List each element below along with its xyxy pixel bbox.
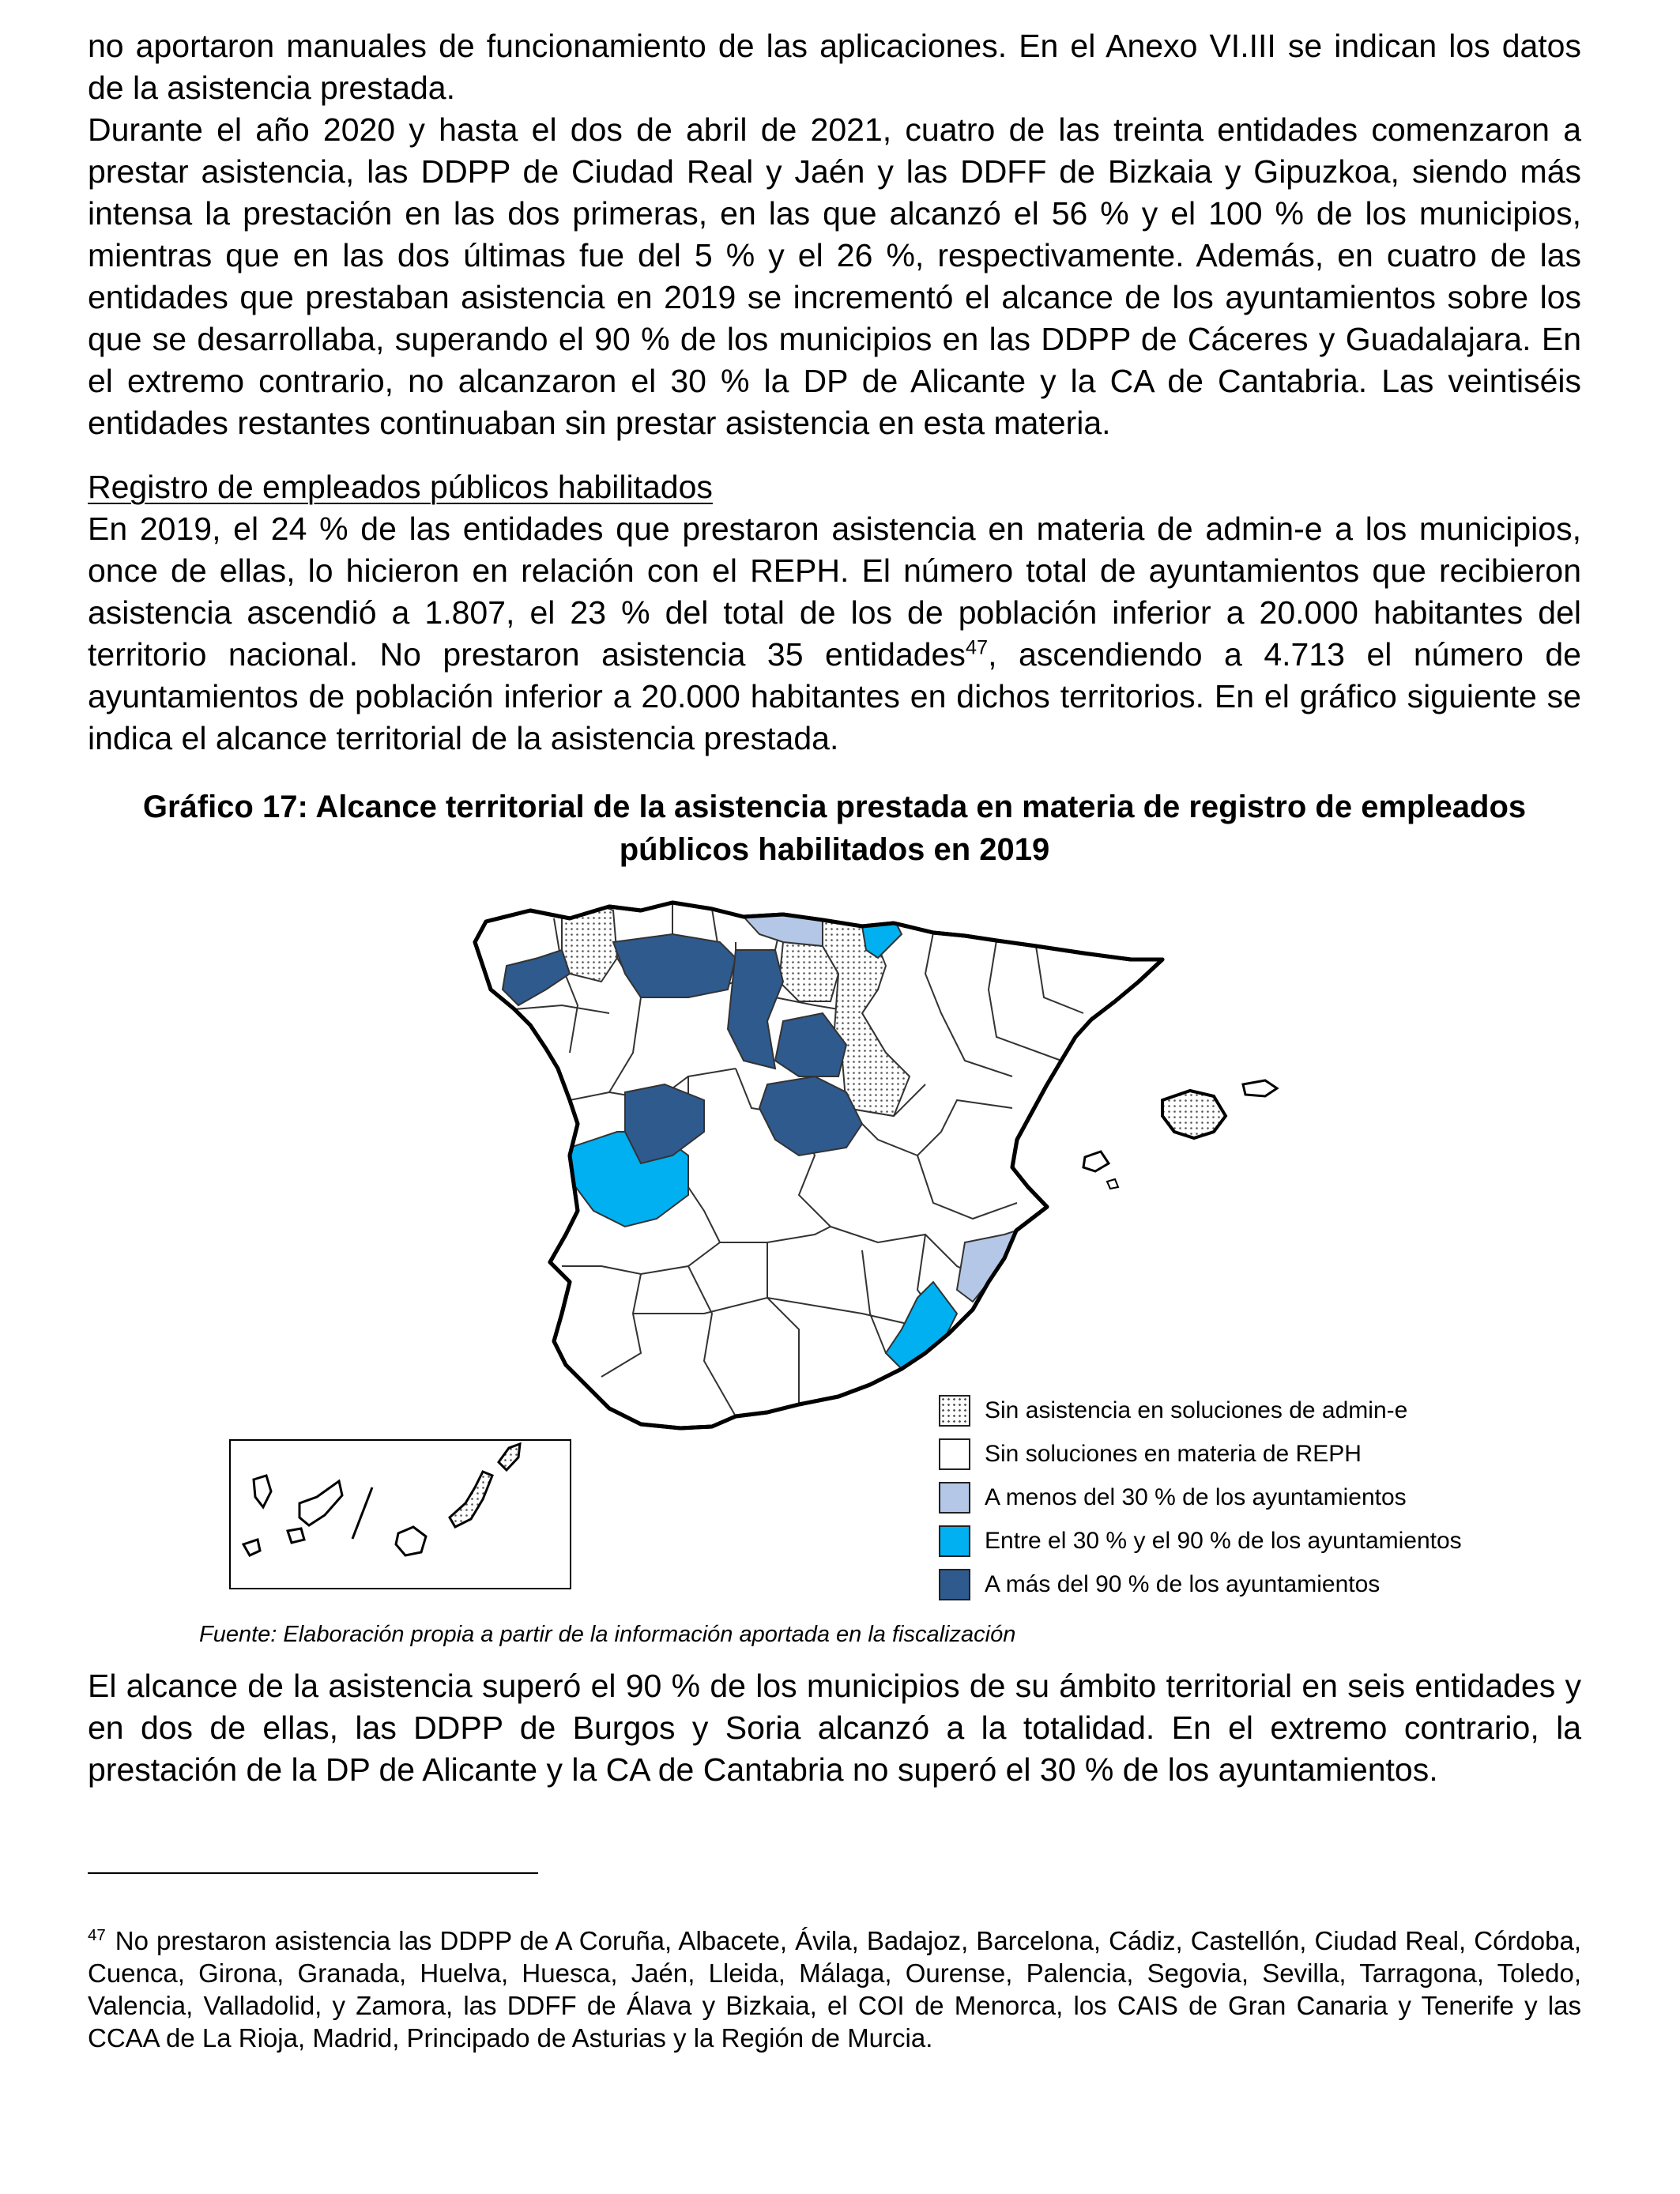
island-mallorca xyxy=(1162,1091,1226,1138)
paragraph-2019-text-b: , ascendiendo a 4.713 el número de ayuntamientos de población inferior a 20.000 habitantes en dichos territorios. En el gráfico siguiente se indica el alcance territorial de la asistencia prestada. xyxy=(88,636,1581,756)
legend-swatch-light-blue xyxy=(939,1482,970,1514)
canary-islands-inset xyxy=(230,1440,571,1589)
paragraph-intro: no aportaron manuales de funcionamiento de las aplicaciones. En el Anexo VI.III se indican los datos de la asistencia prestada. xyxy=(88,28,1581,106)
canary-inset-frame xyxy=(230,1440,571,1589)
balearic-islands xyxy=(1083,1080,1277,1189)
paragraph-2019-text-a: En 2019, el 24 % de las entidades que prestaron asistencia en materia de admin-e a los municipios, once de ellas, lo hicieron en relación con el REPH. El número total de ayuntamientos que recibieron asistencia ascendió a 1.807, el 23 % del total de los de población inferior a 20.000 habitantes del territorio nacional. No prestaron asistencia 35 entidades xyxy=(88,511,1581,673)
legend-item-no-reph xyxy=(939,1432,1462,1476)
island-menorca xyxy=(1243,1080,1277,1096)
footnote-separator xyxy=(88,1872,538,1874)
footnote-text: No prestaron asistencia las DDPP de A Coruña, Albacete, Ávila, Badajoz, Barcelona, Cádiz, Castellón, Ciudad Real, Córdoba, Cuenca, Girona, Granada, Huelva, Huesca, Jaén, Lleida, Málaga, Ourense, Palencia, Segovia, Sevilla, Tarragona, Toledo, Valencia, Valladolid, y Zamora, las DDFF de Álava y Bizkaia, el COI de Menorca, los CAIS de Gran Canaria y Tenerife y las CCAA de La Rioja, Madrid, Principado de Asturias y la Región de Murcia. xyxy=(88,1926,1581,2053)
paragraph-2019-reph xyxy=(88,508,1581,760)
paragraph-conclusion: El alcance de la asistencia superó el 90 % de los municipios de su ámbito territorial en seis entidades y en dos de ellas, las DDPP de Burgos y Soria alcanzó a la totalidad. En el extremo contrario, la prestación de la DP de Alicante y la CA de Cantabria no superó el 30 % de los ayuntamientos. xyxy=(88,1668,1581,1788)
map-legend xyxy=(939,1389,1462,1606)
legend-label: Sin soluciones en materia de REPH xyxy=(985,1440,1362,1467)
document-page xyxy=(88,25,1581,2080)
legend-item-no-assistance xyxy=(939,1389,1462,1432)
legend-label: A más del 90 % de los ayuntamientos xyxy=(985,1570,1381,1597)
section-heading: Registro de empleados públicos habilitados xyxy=(88,469,713,505)
map-figure xyxy=(88,871,1581,1665)
figure-source: Fuente: Elaboración propia a partir de la información aportada en la fiscalización xyxy=(199,1622,1016,1647)
legend-label: Sin asistencia en soluciones de admin-e xyxy=(985,1397,1408,1423)
footnote-47 xyxy=(88,1924,1581,2054)
legend-swatch-dotted xyxy=(939,1395,970,1427)
legend-item-30-90 xyxy=(939,1519,1462,1563)
island-la-gomera xyxy=(288,1529,304,1543)
figure-title: Gráfico 17: Alcance territorial de la asistencia prestada en materia de registro de empleados públicos habilitados en 2019 xyxy=(142,790,1527,867)
legend-item-over-90 xyxy=(939,1563,1462,1606)
island-formentera xyxy=(1107,1179,1118,1189)
legend-swatch-dark-blue xyxy=(939,1569,970,1600)
legend-swatch-white xyxy=(939,1438,970,1470)
legend-swatch-cyan xyxy=(939,1525,970,1557)
island-ibiza xyxy=(1083,1152,1109,1171)
legend-label: Entre el 30 % y el 90 % de los ayuntamientos xyxy=(985,1527,1462,1554)
footnote-number: 47 xyxy=(88,1926,106,1944)
legend-item-less-30 xyxy=(939,1476,1462,1519)
legend-label: A menos del 30 % de los ayuntamientos xyxy=(985,1483,1407,1510)
paragraph-2020-progress: Durante el año 2020 y hasta el dos de abril de 2021, cuatro de las treinta entidades comenzaron a prestar asistencia, las DDPP de Ciudad Real y Jaén y las DDFF de Bizkaia y Gipuzkoa, siendo más intensa la prestación en las dos primeras, en las que alcanzó el 56 % y el 100 % de los municipios, mientras que en las dos últimas fue del 5 % y el 26 %, respectivamente. Además, en cuatro de las entidades que prestaban asistencia en 2019 se incrementó el alcance de los ayuntamientos sobre los que se desarrollaba, superando el 90 % de los municipios en las DDPP de Cáceres y Guadalajara. En el extremo contrario, no alcanzaron el 30 % la DP de Alicante y la CA de Cantabria. Las veintiséis entidades restantes continuaban sin prestar asistencia en esta materia. xyxy=(88,111,1581,441)
footnote-reference[interactable]: 47 xyxy=(965,636,989,659)
